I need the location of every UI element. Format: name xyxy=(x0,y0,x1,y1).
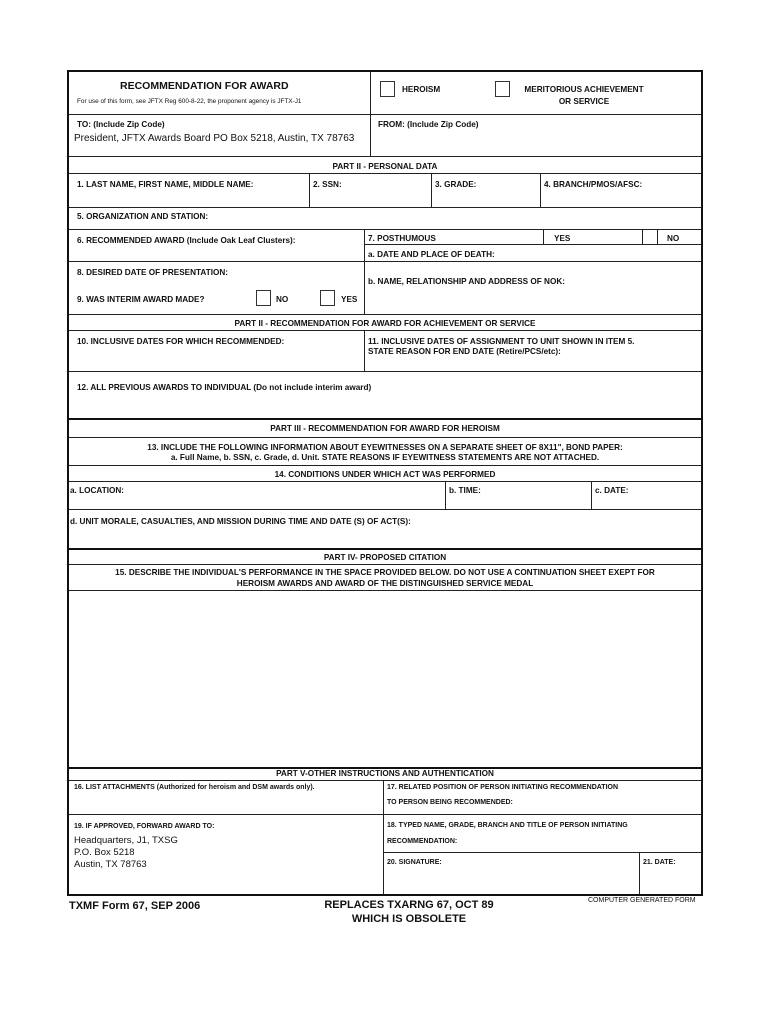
field-5-organization[interactable]: 5. ORGANIZATION AND STATION: xyxy=(77,212,209,221)
field-7a-death[interactable]: a. DATE AND PLACE OF DEATH: xyxy=(368,250,495,259)
field-8-presentation-date[interactable]: 8. DESIRED DATE OF PRESENTATION: xyxy=(77,268,229,277)
meritorious-checkbox[interactable] xyxy=(495,81,510,97)
field-17-line1[interactable]: 17. RELATED POSITION OF PERSON INITIATING RECOMMENDATION xyxy=(387,784,619,791)
posthumous-no[interactable]: NO xyxy=(667,234,680,243)
heroism-checkbox[interactable] xyxy=(380,81,395,97)
posthumous-yes[interactable]: YES xyxy=(554,234,571,243)
forward-address-line1[interactable]: Headquarters, J1, TXSG xyxy=(74,835,178,846)
field-11-line1[interactable]: 11. INCLUSIVE DATES OF ASSIGNMENT TO UNIT SHOWN IN ITEM 5. xyxy=(368,337,635,346)
field-10-inclusive-dates[interactable]: 10. INCLUSIVE DATES FOR WHICH RECOMMENDED: xyxy=(77,337,285,346)
to-address[interactable]: President, JFTX Awards Board PO Box 5218, Austin, TX 78763 xyxy=(74,133,355,144)
forward-address-line2[interactable]: P.O. Box 5218 xyxy=(74,847,135,858)
field-3-grade[interactable]: 3. GRADE: xyxy=(435,180,477,189)
field-14b-time[interactable]: b. TIME: xyxy=(449,486,481,495)
part2-title: PART II - PERSONAL DATA xyxy=(332,162,438,171)
field-2-ssn[interactable]: 2. SSN: xyxy=(313,180,342,189)
field-18-line2: RECOMMENDATION: xyxy=(387,838,458,845)
part4-title: PART IV- PROPOSED CITATION xyxy=(323,553,447,562)
interim-yes-checkbox[interactable] xyxy=(320,290,335,306)
part5-title: PART V-OTHER INSTRUCTIONS AND AUTHENTICATION xyxy=(276,769,494,778)
field-16-attachments[interactable]: 16. LIST ATTACHMENTS (Authorized for heroism and DSM awards only). xyxy=(74,784,315,791)
interim-yes-label: YES xyxy=(341,295,358,304)
field-6-recommended-award[interactable]: 6. RECOMMENDED AWARD (Include Oak Leaf Clusters): xyxy=(77,236,296,245)
field-20-signature[interactable]: 20. SIGNATURE: xyxy=(387,859,442,866)
field-14-conditions: 14. CONDITIONS UNDER WHICH ACT WAS PERFORMED xyxy=(274,470,496,479)
field-17-line2: TO PERSON BEING RECOMMENDED: xyxy=(387,799,513,806)
field-15-line1: 15. DESCRIBE THE INDIVIDUAL'S PERFORMANCE IN THE SPACE PROVIDED BELOW. DO NOT USE A CONTINUATION SHEET EXEPT FOR xyxy=(115,568,655,577)
form-subtitle: For use of this form, see JFTX Reg 600-8-22, the proponent agency is JFTX-J1 xyxy=(77,98,302,105)
field-14a-location[interactable]: a. LOCATION: xyxy=(70,486,124,495)
replaces-line1: REPLACES TXARNG 67, OCT 89 xyxy=(324,899,494,911)
citation-text-area[interactable] xyxy=(69,591,701,767)
heroism-label: HEROISM xyxy=(402,85,441,94)
forward-address-line3[interactable]: Austin, TX 78763 xyxy=(74,859,147,870)
field-9-interim: 9. WAS INTERIM AWARD MADE? xyxy=(77,295,205,304)
meritorious-label: MERITORIOUS ACHIEVEMENT xyxy=(524,85,644,94)
part3-title: PART III - RECOMMENDATION FOR AWARD FOR HEROISM xyxy=(270,424,500,433)
field-4-branch[interactable]: 4. BRANCH/PMOS/AFSC: xyxy=(544,180,643,189)
computer-generated-label: COMPUTER GENERATED FORM xyxy=(588,897,696,904)
to-label: TO: (Include Zip Code) xyxy=(77,120,165,129)
from-label: FROM: (Include Zip Code) xyxy=(378,120,479,129)
award-form xyxy=(67,70,703,896)
form-id: TXMF Form 67, SEP 2006 xyxy=(69,900,201,912)
field-21-date[interactable]: 21. DATE: xyxy=(643,859,676,866)
field-18-line1[interactable]: 18. TYPED NAME, GRADE, BRANCH AND TITLE OF PERSON INITIATING xyxy=(387,822,628,829)
achievement-title: PART II - RECOMMENDATION FOR AWARD FOR ACHIEVEMENT OR SERVICE xyxy=(234,319,536,328)
field-12-previous-awards[interactable]: 12. ALL PREVIOUS AWARDS TO INDIVIDUAL (Do not include interim award) xyxy=(77,383,372,392)
field-7-posthumous: 7. POSTHUMOUS xyxy=(368,234,436,243)
form-title: RECOMMENDATION FOR AWARD xyxy=(120,80,289,92)
field-11-line2: STATE REASON FOR END DATE (Retire/PCS/etc): xyxy=(368,347,561,356)
field-14d-unit-morale[interactable]: d. UNIT MORALE, CASUALTIES, AND MISSION DURING TIME AND DATE (S) OF ACT(S): xyxy=(70,517,411,526)
field-19-forward: 19. IF APPROVED, FORWARD AWARD TO: xyxy=(74,823,215,830)
field-13-line2: a. Full Name, b. SSN, c. Grade, d. Unit. STATE REASONS IF EYEWITNESS STATEMENTS ARE NOT ATTACHED. xyxy=(170,453,600,462)
replaces-line2: WHICH IS OBSOLETE xyxy=(351,913,467,925)
field-7b-nok[interactable]: b. NAME, RELATIONSHIP AND ADDRESS OF NOK: xyxy=(368,277,565,286)
field-13-line1: 13. INCLUDE THE FOLLOWING INFORMATION ABOUT EYEWITNESSES ON A SEPARATE SHEET OF 8X11", BOND PAPER: xyxy=(147,443,623,452)
field-1-name[interactable]: 1. LAST NAME, FIRST NAME, MIDDLE NAME: xyxy=(77,180,254,189)
or-service-label: OR SERVICE xyxy=(558,97,610,106)
interim-no-label: NO xyxy=(276,295,289,304)
interim-no-checkbox[interactable] xyxy=(256,290,271,306)
field-14c-date[interactable]: c. DATE: xyxy=(595,486,629,495)
field-15-line2: HEROISM AWARDS AND AWARD OF THE DISTINGUISHED SERVICE MEDAL xyxy=(236,579,534,588)
